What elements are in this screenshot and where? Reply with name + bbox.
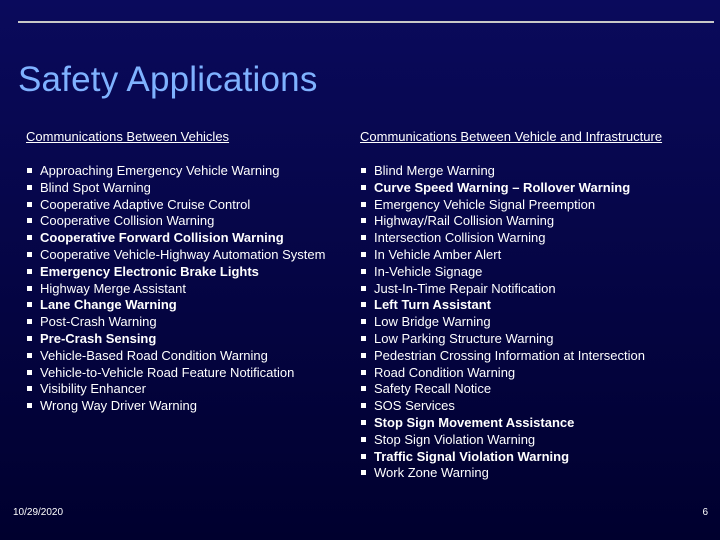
list-item-label: Pedestrian Crossing Information at Intersection [374,347,645,363]
top-divider [18,21,714,23]
list-item [26,230,356,247]
list-item-label: SOS Services [374,398,455,414]
list-item [26,365,356,382]
bullet-icon [361,185,366,190]
bullet-icon [27,168,32,173]
bullet-icon [361,386,366,391]
bullet-icon [27,235,32,240]
list-item-label: Lane Change Warning [40,297,177,313]
list-item-label: Just-In-Time Repair Notification [374,280,556,296]
list-item-label: Vehicle-Based Road Condition Warning [40,347,268,363]
slide-title: Safety Applications [18,60,318,99]
bullet-icon [361,235,366,240]
bullet-icon [27,252,32,257]
list-item-label: Stop Sign Violation Warning [374,431,536,447]
left-column-heading: Communications Between Vehicles [26,129,230,144]
list-item-label: Emergency Electronic Brake Lights [40,263,259,279]
bullet-icon [361,286,366,291]
list-item [26,264,356,281]
bullet-icon [27,302,32,307]
list-item-label: In-Vehicle Signage [374,263,483,279]
list-item [26,163,356,180]
list-item [360,398,710,415]
bullet-icon [27,319,32,324]
list-item [360,213,710,230]
bullet-icon [27,370,32,375]
list-item [26,281,356,298]
bullet-icon [27,218,32,223]
bullet-icon [361,269,366,274]
list-item-label: Intersection Collision Warning [374,230,546,246]
right-column-heading: Communications Between Vehicle and Infrastructure [360,129,663,144]
list-item-label: Cooperative Forward Collision Warning [40,230,284,246]
list-item [360,197,710,214]
list-item-label: Cooperative Adaptive Cruise Control [40,196,251,212]
list-item-label: Low Bridge Warning [374,314,491,330]
bullet-icon [27,286,32,291]
list-item-label: Pre-Crash Sensing [40,330,157,346]
list-item-label: Blind Spot Warning [40,179,151,195]
bullet-icon [27,403,32,408]
bullet-icon [27,185,32,190]
list-item-label: Vehicle-to-Vehicle Road Feature Notification [40,364,295,380]
bullet-icon [27,202,32,207]
list-item [360,314,710,331]
list-item [360,180,710,197]
list-item [26,314,356,331]
bullet-icon [361,454,366,459]
vehicle-to-infrastructure-list [360,163,710,482]
list-item [360,432,710,449]
list-item [360,163,710,180]
bullet-icon [361,202,366,207]
list-item [26,331,356,348]
bullet-icon [27,269,32,274]
list-item-label: Road Condition Warning [374,364,516,380]
list-item [26,348,356,365]
list-item [360,348,710,365]
list-item-label: Safety Recall Notice [374,381,492,397]
footer-date: 10/29/2020 [13,507,64,518]
bullet-icon [361,353,366,358]
list-item [360,281,710,298]
list-item-label: Curve Speed Warning – Rollover Warning [374,179,631,195]
list-item [360,247,710,264]
list-item [360,297,710,314]
list-item [360,331,710,348]
list-item [26,247,356,264]
list-item-label: Blind Merge Warning [374,163,495,178]
bullet-icon [361,370,366,375]
list-item [26,180,356,197]
list-item [360,415,710,432]
bullet-icon [27,386,32,391]
list-item-label: Post-Crash Warning [40,314,157,330]
list-item [360,449,710,466]
list-item [360,365,710,382]
list-item [360,465,710,482]
list-item [360,381,710,398]
bullet-icon [361,319,366,324]
list-item [26,381,356,398]
list-item [360,264,710,281]
bullet-icon [361,302,366,307]
list-item-label: Cooperative Vehicle-Highway Automation System [40,246,326,262]
list-item-label: Highway Merge Assistant [40,280,186,296]
list-item-label: Approaching Emergency Vehicle Warning [40,163,280,178]
list-item [26,297,356,314]
list-item-label: Wrong Way Driver Warning [40,398,197,414]
bullet-icon [361,420,366,425]
list-item [26,398,356,415]
bullet-icon [27,336,32,341]
bullet-icon [361,218,366,223]
list-item-label: In Vehicle Amber Alert [374,246,502,262]
bullet-icon [361,470,366,475]
bullet-icon [361,252,366,257]
list-item-label: Traffic Signal Violation Warning [374,448,570,464]
list-item-label: Visibility Enhancer [40,381,146,397]
list-item-label: Low Parking Structure Warning [374,330,554,346]
list-item-label: Emergency Vehicle Signal Preemption [374,196,596,212]
page-number: 6 [702,507,708,518]
bullet-icon [361,336,366,341]
list-item-label: Left Turn Assistant [374,297,492,313]
bullet-icon [361,437,366,442]
vehicle-to-vehicle-list [26,163,356,415]
list-item [26,197,356,214]
list-item [26,213,356,230]
bullet-icon [361,403,366,408]
list-item-label: Stop Sign Movement Assistance [374,414,575,430]
bullet-icon [361,168,366,173]
list-item [360,230,710,247]
list-item-label: Cooperative Collision Warning [40,213,215,229]
bullet-icon [27,353,32,358]
list-item-label: Work Zone Warning [374,465,489,481]
list-item-label: Highway/Rail Collision Warning [374,213,555,229]
